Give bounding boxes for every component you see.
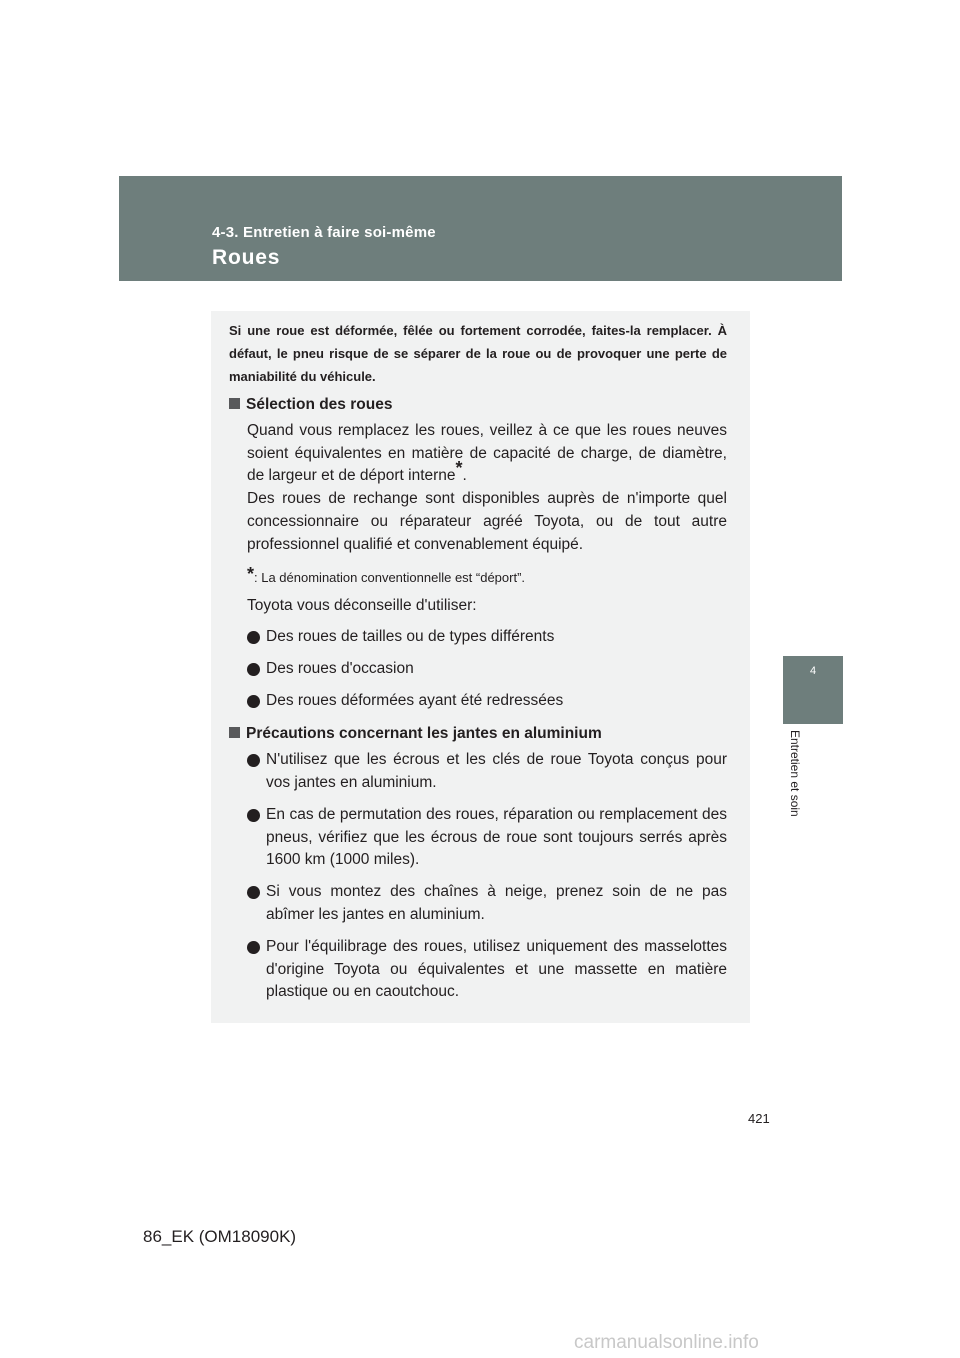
- footnote: [229, 565, 727, 587]
- aluminium-heading: [229, 723, 727, 745]
- footnote-text: : La dénomination conventionnelle est “déport”.: [254, 570, 526, 585]
- selection-p1-end: .: [462, 467, 467, 485]
- watermark: carmanualsonline.info: [574, 1332, 759, 1353]
- chapter-tab[interactable]: [783, 656, 843, 724]
- square-bullet-icon: [229, 398, 240, 409]
- list-item: [247, 658, 727, 681]
- list-item: [247, 936, 727, 1004]
- selection-p1-text: Quand vous remplacez les roues, veillez à ce que les roues neuves soient équivalentes en matière de capacité de charge, de diamètre, de largeur et de déport interne: [247, 422, 727, 485]
- square-bullet-icon: [229, 727, 240, 738]
- advice-line: [229, 595, 727, 617]
- footnote-asterisk: *: [247, 564, 255, 584]
- asterisk-mark: *: [455, 458, 463, 479]
- bullet-dot-icon: [247, 809, 260, 822]
- header-band: [119, 176, 842, 281]
- intro-warning: Si une roue est déformée, fêlée ou fortement corrodée, faites-la remplacer. À défaut, le pneu risque de se séparer de la roue ou de provoquer une perte de maniabilité du véhicule.: [229, 323, 727, 384]
- selection-section: [229, 394, 727, 556]
- aluminium-section: [229, 723, 727, 745]
- bullet-dot-icon: [247, 663, 260, 676]
- content-box: [211, 311, 750, 1023]
- list-item: [247, 749, 727, 794]
- list-item: [247, 881, 727, 926]
- list-item-text: N'utilisez que les écrous et les clés de roue Toyota conçus pour vos jantes en aluminium.: [266, 751, 727, 791]
- bullet-dot-icon: [247, 695, 260, 708]
- chapter-number: 4: [809, 665, 817, 677]
- list-item-text: Des roues de tailles ou de types différents: [266, 628, 555, 645]
- selection-heading: [229, 394, 727, 416]
- document-code: 86_EK (OM18090K): [143, 1227, 297, 1246]
- selection-paragraph-1: [247, 420, 727, 488]
- list-item-text: En cas de permutation des roues, réparation ou remplacement des pneus, vérifiez que les écrous de roue sont toujours serrés après 1600 km (1000 miles).: [266, 806, 727, 869]
- list-item-text: Des roues déformées ayant été redressées: [266, 692, 564, 709]
- page-number: 421: [748, 1111, 770, 1126]
- bullet-dot-icon: [247, 941, 260, 954]
- list-item-text: Pour l'équilibrage des roues, utilisez uniquement des masselottes d'origine Toyota ou équivalentes et une massette en matière plastique ou en caoutchouc.: [266, 938, 727, 1001]
- page-title: Roues: [212, 246, 281, 269]
- list-item: [247, 626, 727, 649]
- list-item-text: Des roues d'occasion: [266, 660, 414, 677]
- aluminium-heading-text: Précautions concernant les jantes en aluminium: [246, 725, 602, 742]
- section-label: 4-3. Entretien à faire soi-même: [212, 224, 436, 241]
- advice-text: Toyota vous déconseille d'utiliser:: [247, 597, 477, 614]
- list-item: [247, 804, 727, 872]
- selection-heading-text: Sélection des roues: [246, 396, 393, 413]
- bullet-dot-icon: [247, 754, 260, 767]
- chapter-label: Entretien et soin: [788, 730, 802, 817]
- list-item: [247, 690, 727, 713]
- list-item-text: Si vous montez des chaînes à neige, prenez soin de ne pas abîmer les jantes en aluminium.: [266, 883, 727, 923]
- selection-paragraph-2: Des roues de rechange sont disponibles auprès de n'importe quel concessionnaire ou réparateur agréé Toyota, ou de tout autre professionnel qualifié et convenablement équipé.: [247, 490, 727, 553]
- bullet-dot-icon: [247, 886, 260, 899]
- bullet-dot-icon: [247, 631, 260, 644]
